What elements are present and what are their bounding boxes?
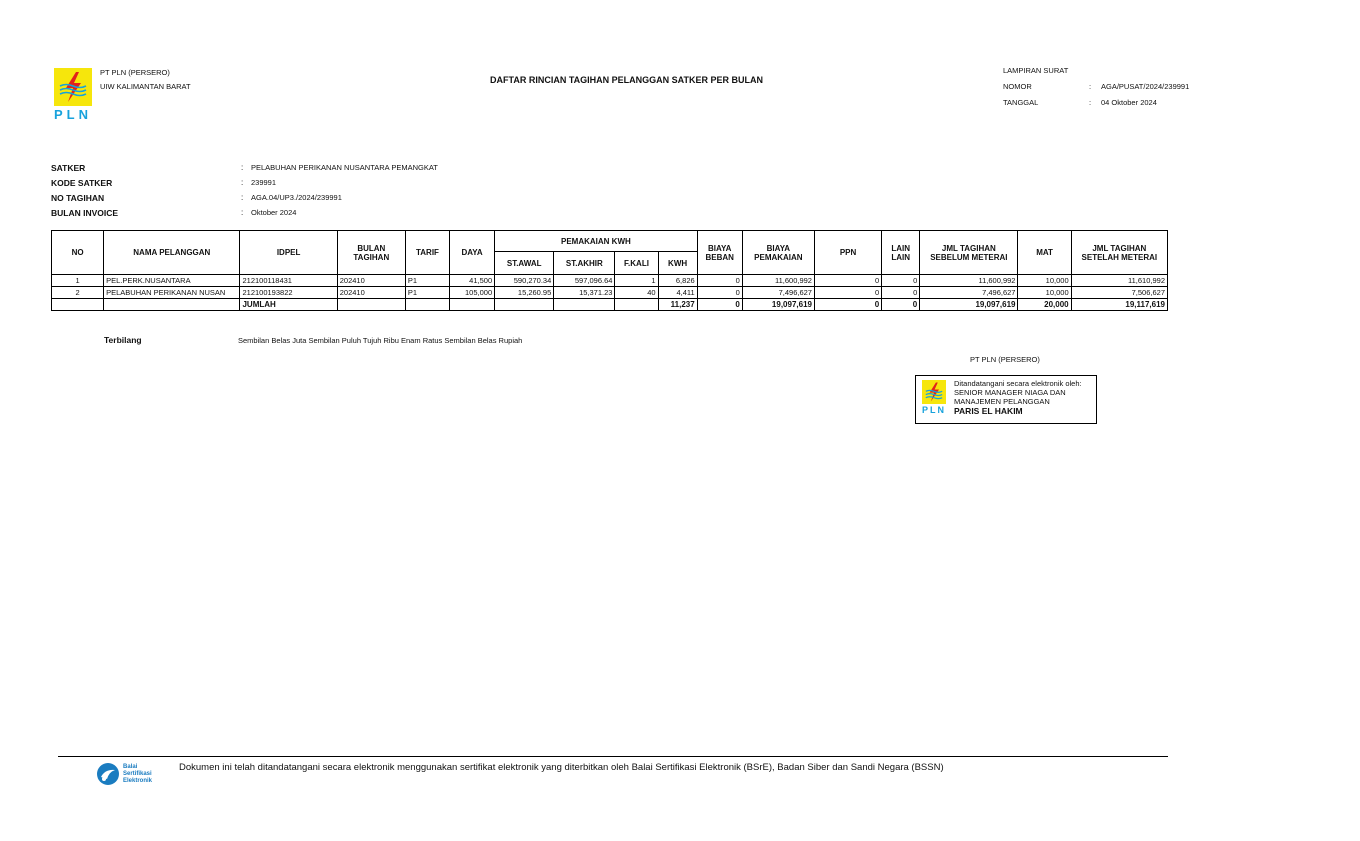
bulan-invoice-value: Oktober 2024 [251,208,297,217]
kode-satker-label: KODE SATKER [51,177,113,188]
cell-st-awal: 590,270.34 [495,275,554,287]
cell-idpel: 212100118431 [240,275,337,287]
total-jml-sebelum: 19,097,619 [920,299,1018,311]
cell-biaya-pemakaian: 7,496,627 [742,287,814,299]
cell-ppn: 0 [814,275,881,287]
cell-biaya-beban: 0 [697,275,742,287]
nomor-value: AGA/PUSAT/2024/239991 [1101,82,1190,91]
signer-name: PARIS EL HAKIM [954,406,1023,416]
cell-bulan: 202410 [337,275,405,287]
lightning-icon [922,380,946,404]
cell-f-kali: 40 [615,287,658,299]
table-row [52,275,1168,287]
cell-no: 1 [52,275,104,287]
th-mat: MAT [1018,231,1071,275]
signature-line3: MANAJEMEN PELANGGAN [954,397,1050,406]
separator: : [1089,82,1092,91]
cell-daya: 41,500 [450,275,495,287]
billing-table [51,230,1168,311]
tanggal-label: TANGGAL [1003,98,1039,107]
th-daya: DAYA [450,231,495,275]
cell-nama: PEL.PERK.NUSANTARA [104,275,240,287]
separator: : [1089,98,1092,107]
th-jml-setelah: JML TAGIHAN SETELAH METERAI [1071,231,1167,275]
cell-empty [615,299,658,311]
th-st-awal: ST.AWAL [495,252,554,275]
nomor-label: NOMOR [1003,82,1032,91]
th-biaya-pemakaian: BIAYA PEMAKAIAN [742,231,814,275]
separator: : [241,178,244,187]
cell-empty [495,299,554,311]
logo-text: PLN [54,107,92,122]
no-tagihan-label: NO TAGIHAN [51,192,105,203]
separator: : [241,208,244,217]
cell-empty [104,299,240,311]
cell-ppn: 0 [814,287,881,299]
no-tagihan-value: AGA.04/UP3./2024/239991 [251,193,342,202]
company-unit: UIW KALIMANTAN BARAT [100,82,191,91]
cell-daya: 105,000 [450,287,495,299]
total-lain: 0 [882,299,920,311]
total-row [52,299,1168,311]
th-tarif: TARIF [405,231,449,275]
cell-kwh: 4,411 [658,287,697,299]
total-mat: 20,000 [1018,299,1071,311]
cell-jml-sebelum: 7,496,627 [920,287,1018,299]
bsre-icon [96,762,120,786]
cell-f-kali: 1 [615,275,658,287]
company-block [100,66,191,94]
lightning-icon [54,68,92,106]
th-bulan: BULAN TAGIHAN [337,231,405,275]
th-pemakaian: PEMAKAIAN KWH [495,231,698,252]
cell-st-awal: 15,260.95 [495,287,554,299]
total-kwh: 11,237 [658,299,697,311]
th-biaya-beban: BIAYA BEBAN [697,231,742,275]
cell-bulan: 202410 [337,287,405,299]
cell-idpel: 212100193822 [240,287,337,299]
cell-empty [405,299,449,311]
logo-text: PLN [922,405,946,415]
signature-company: PT PLN (PERSERO) [970,355,1040,364]
cell-mat: 10,000 [1018,275,1071,287]
cell-lain: 0 [882,287,920,299]
cell-kwh: 6,826 [658,275,697,287]
cell-no: 2 [52,287,104,299]
satker-value: PELABUHAN PERIKANAN NUSANTARA PEMANGKAT [251,163,438,172]
th-jml-sebelum: JML TAGIHAN SEBELUM METERAI [920,231,1018,275]
footer-text: Dokumen ini telah ditandatangani secara elektronik menggunakan sertifikat elektronik yang diterbitkan oleh Balai Sertifikasi Elektronik (BSrE), Badan Siber dan Sandi Negara (BSSN) [179,762,944,773]
cell-jml-setelah: 11,610,992 [1071,275,1167,287]
cell-jml-sebelum: 11,600,992 [920,275,1018,287]
cell-st-akhir: 15,371.23 [554,287,615,299]
cell-empty [52,299,104,311]
th-no: NO [52,231,104,275]
table-row [52,287,1168,299]
total-jml-setelah: 19,117,619 [1071,299,1167,311]
th-kwh: KWH [658,252,697,275]
separator: : [241,193,244,202]
th-idpel: IDPEL [240,231,337,275]
cell-tarif: P1 [405,287,449,299]
signature-line2: SENIOR MANAGER NIAGA DAN [954,388,1066,397]
bsre-logo [96,762,152,786]
cell-nama: PELABUHAN PERIKANAN NUSAN [104,287,240,299]
bsre-text [123,764,152,785]
page-title: DAFTAR RINCIAN TAGIHAN PELANGGAN SATKER PER BULAN [490,75,763,85]
tanggal-value: 04 Oktober 2024 [1101,98,1157,107]
terbilang-value: Sembilan Belas Juta Sembilan Puluh Tujuh Ribu Enam Ratus Sembilan Belas Rupiah [238,336,523,345]
pln-logo [922,380,948,420]
table-body [52,275,1168,311]
total-biaya-beban: 0 [697,299,742,311]
terbilang-label: Terbilang [104,335,142,345]
satker-label: SATKER [51,162,86,173]
separator: : [241,163,244,172]
pln-logo [54,68,94,124]
cell-st-akhir: 597,096.64 [554,275,615,287]
signature-box [915,375,1097,424]
bsre-line2: Sertifikasi [123,770,152,777]
company-name: PT PLN (PERSERO) [100,68,170,77]
bsre-line3: Elektronik [123,777,153,784]
cell-empty [554,299,615,311]
bulan-invoice-label: BULAN INVOICE [51,207,119,218]
th-f-kali: F.KALI [615,252,658,275]
lampiran-title: LAMPIRAN SURAT [1003,66,1069,75]
invoice-meta [51,160,438,220]
kode-satker-value: 239991 [251,178,277,187]
total-biaya-pemakaian: 19,097,619 [742,299,814,311]
footer-divider [58,756,1168,757]
cell-empty [337,299,405,311]
th-nama: NAMA PELANGGAN [104,231,240,275]
cell-mat: 10,000 [1018,287,1071,299]
th-ppn: PPN [814,231,881,275]
signature-text [954,379,1082,416]
cell-empty [450,299,495,311]
cell-biaya-pemakaian: 11,600,992 [742,275,814,287]
th-lain: LAIN LAIN [882,231,920,275]
cell-biaya-beban: 0 [697,287,742,299]
signature-line1: Ditandatangani secara elektronik oleh: [954,379,1082,388]
th-st-akhir: ST.AKHIR [554,252,615,275]
bsre-line1: Balai [123,763,138,770]
cell-tarif: P1 [405,275,449,287]
total-ppn: 0 [814,299,881,311]
cell-jml-setelah: 7,506,627 [1071,287,1167,299]
cell-lain: 0 [882,275,920,287]
lampiran-block [1003,63,1189,111]
total-label: JUMLAH [240,299,337,311]
